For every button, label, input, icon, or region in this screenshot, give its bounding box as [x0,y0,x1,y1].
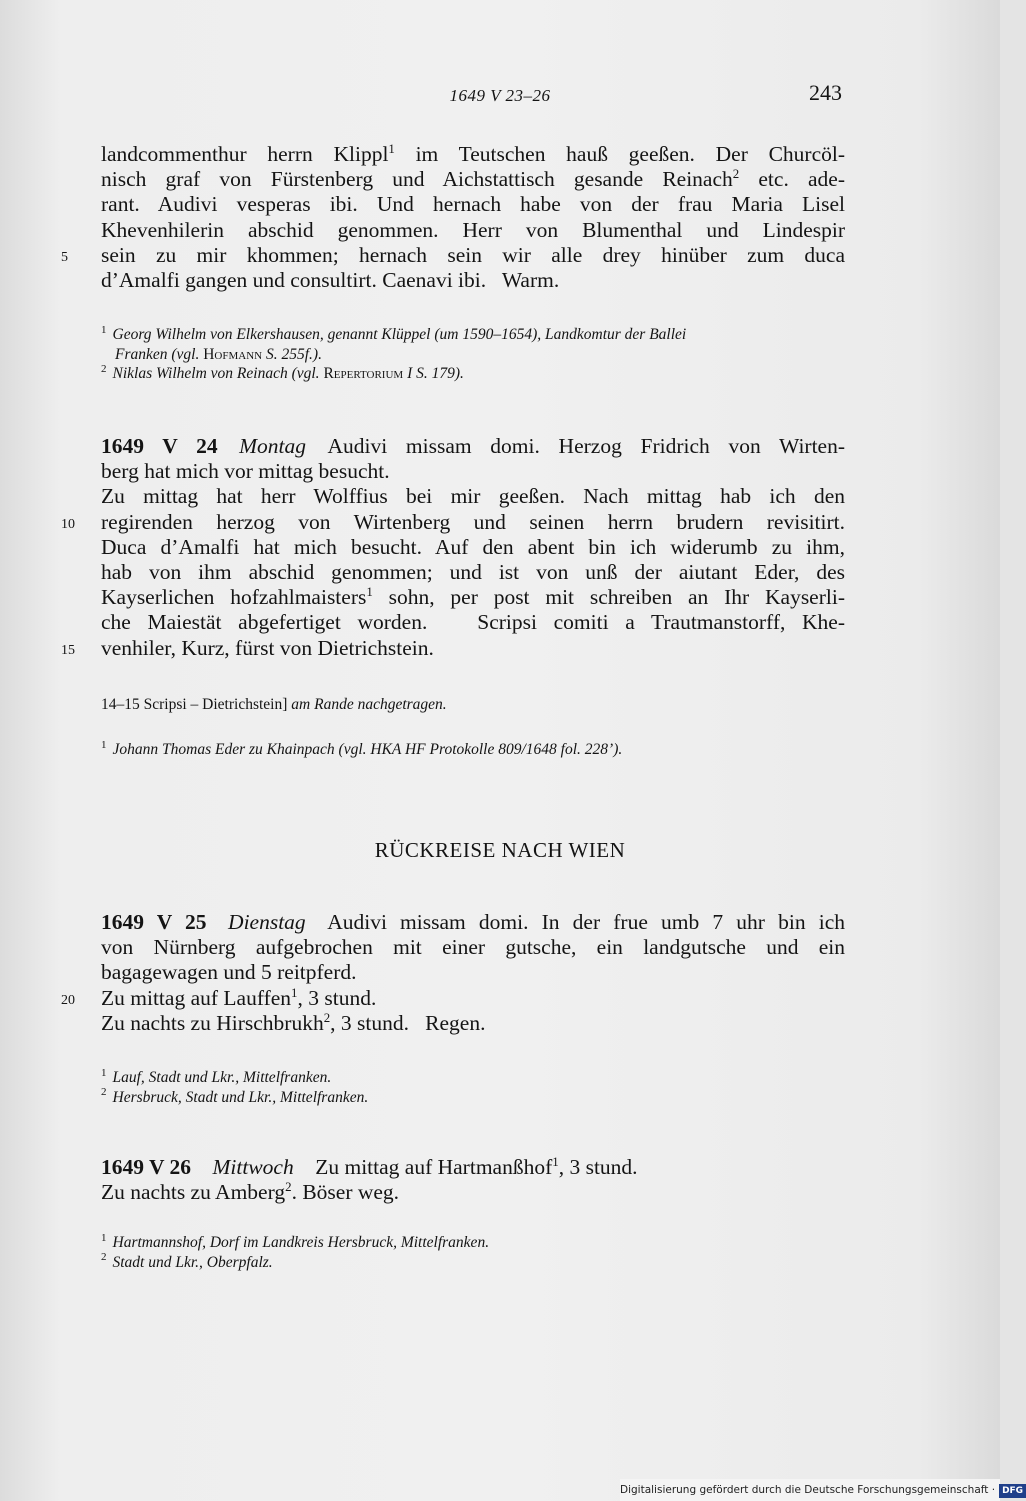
text-line: von Nürnberg aufgebrochen mit einer gutsche, ein landgutsche und ein [101,935,845,960]
text-line: che Maiestät abgefertiget worden. Scripsi comiti a Trautmanstorff, Khe- [101,610,845,635]
entry-date: 1649 V 26 [101,1155,191,1179]
footnote-continued: Franken (vgl. Hofmann S. 255f.). [115,345,322,363]
entry-first-line: 1649 V 25 Dienstag Audivi missam domi. In der frue umb 7 uhr bin ich [101,910,845,934]
section-heading: RÜCKREISE NACH WIEN [374,838,626,862]
entry-date: 1649 V 25 [101,910,207,934]
text-line: landcommenthur herrn Klippl$^1$ im Teutschen hauß geeßen. Der Churcöl- [101,141,845,166]
text-line: Duca d’Amalfi hat mich besucht. Auf den abent bin ich widerumb zu ihm, [101,534,845,559]
entry-1649-v-25 [61,910,845,1036]
text-line: nisch graf von Fürstenberg und Aichstattisch gesande Reinach$^2$ etc. ade- [101,167,845,192]
text-line: Zu nachts zu Hirschbrukh$^2$, 3 stund. Regen. [101,1010,486,1035]
footnotes-3 [101,1068,845,1107]
entry-first-line: 1649 V 26 Mittwoch Zu mittag auf Hartmanßhof$^1$, 3 stund. [101,1154,638,1179]
line-number: 5 [61,249,68,265]
dfg-footer: Digitalisierung gefördert durch die Deutsche Forschungsgemeinschaft · DFG [620,1479,1000,1501]
text-line: Khevenhilerin abschid genommen. Herr von Blumenthal und Lindespir [101,217,845,242]
footnote: $^1$ Lauf, Stadt und Lkr., Mittelfranken. [101,1066,332,1086]
entry-1649-v-24 [61,434,845,661]
footnote: $^1$ Georg Wilhelm von Elkershausen, genannt Klüppel (um 1590–1654), Landkomtur der Ballei [101,323,687,343]
dfg-logo: DFG [999,1484,1026,1498]
line-number: 10 [61,516,75,532]
text-line: d’Amalfi gangen und consultirt. Caenavi ibi. Warm. [101,267,560,292]
text-line: berg hat mich vor mittag besucht. [101,459,390,484]
line-number: 15 [61,642,75,658]
text-line: 5 sein zu mir khommen; hernach sein wir alle drey hinüber zum duca [101,243,845,268]
text-line: Zu nachts zu Amberg$^2$. Böser weg. [101,1180,400,1205]
footnotes-1 [101,325,845,384]
paragraph-continuation [61,141,845,293]
entry-day: Montag [239,434,307,458]
footnote: $^1$ Hartmannshof, Dorf im Landkreis Hersbruck, Mittelfranken. [101,1231,490,1251]
footnote: $^2$ Niklas Wilhelm von Reinach (vgl. Repertorium I S. 179). [101,362,464,382]
footnotes-4 [101,1233,845,1272]
entry-day: Dienstag [228,910,306,934]
text-line: Zu mittag hat herr Wolffius bei mir geeßen. Nach mittag hab ich den [101,484,845,509]
text-line: hab von ihm abschid genommen; und ist von unß der aiutant Eder, des [101,559,845,584]
footnote: $^2$ Hersbruck, Stadt und Lkr., Mittelfranken. [101,1086,369,1106]
entry-date: 1649 V 24 [101,434,218,458]
line-number: 20 [61,992,75,1008]
footnote: $^1$ Johann Thomas Eder zu Khainpach (vgl. HKA HF Protokolle 809/1648 fol. 228’). [101,738,623,758]
text-line: 15 venhiler, Kurz, fürst von Dietrichstein. [101,636,845,661]
entry-first-line: 1649 V 24 Montag Audivi missam domi. Herzog Fridrich von Wirten- [101,434,845,458]
entry-1649-v-26 [101,1155,845,1205]
running-header: 1649 V 23–26 [449,86,551,105]
footnote: $^2$ Stadt und Lkr., Oberpfalz. [101,1251,273,1271]
entry-day: Mittwoch [212,1155,294,1179]
text-line: 10 regirenden herzog von Wirtenberg und seinen herrn brudern revisitirt. [101,510,845,535]
text-line: 20 Zu mittag auf Lauffen$^1$, 3 stund. [101,986,845,1011]
text-line: Kayserlichen hofzahlmaisters$^1$ sohn, per post mit schreiben an Ihr Kayserli- [101,584,845,610]
text-line: rant. Audivi vesperas ibi. Und hernach habe von der frau Maria Lisel [101,192,845,217]
text-critical-note: 14–15 Scripsi – Dietrichstein] am Rande nachgetragen. [101,696,447,713]
text-line: bagagewagen und 5 reitpferd. [101,960,357,985]
page-number: 243 [809,80,842,105]
